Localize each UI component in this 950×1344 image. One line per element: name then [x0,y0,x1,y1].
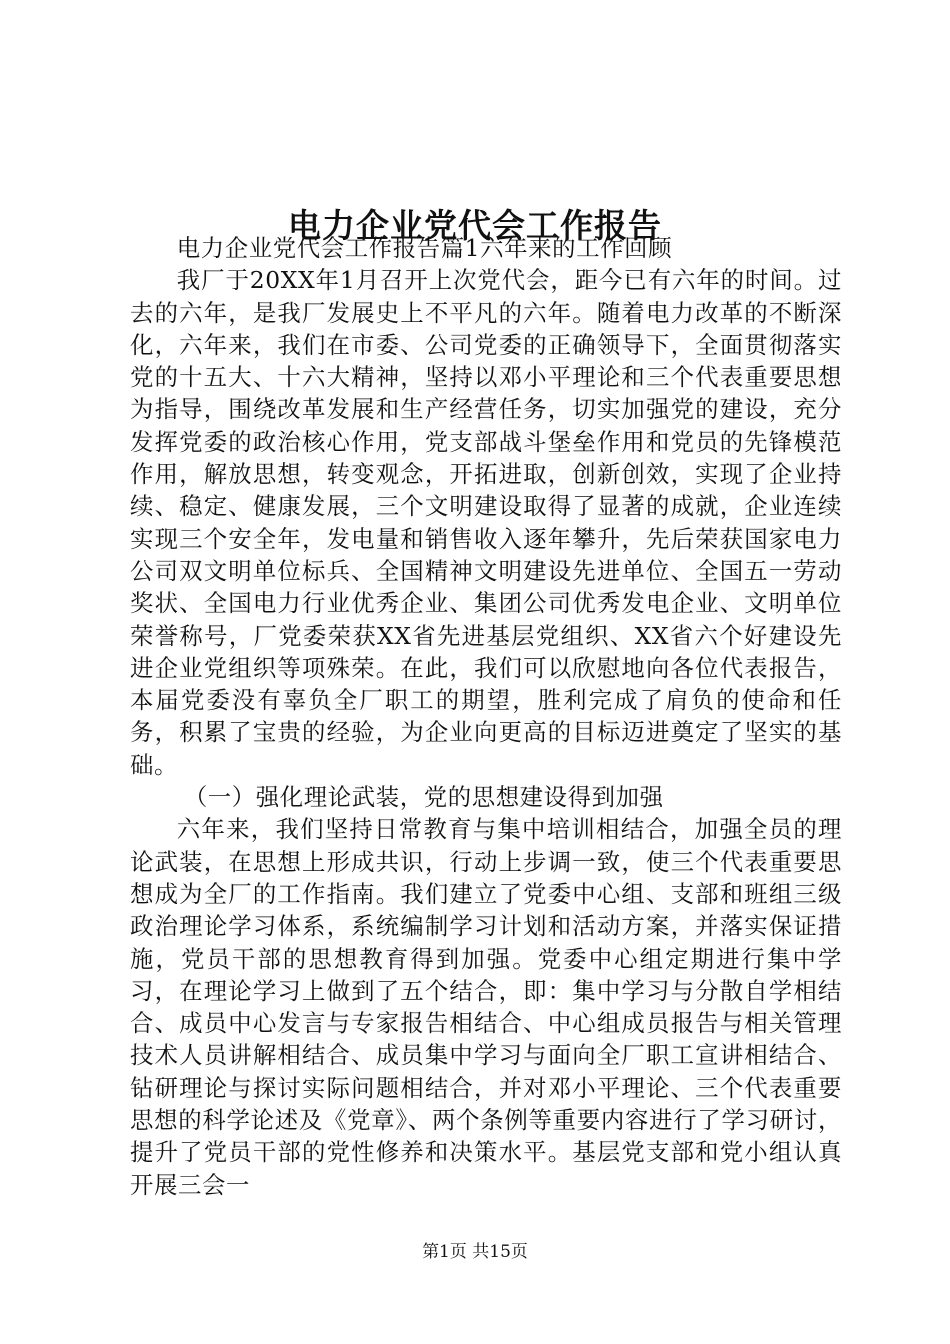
page-footer: 第1页 共15页 [422,1242,528,1262]
intro-line: 电力企业党代会工作报告篇1六年来的工作回顾 [176,234,673,262]
paragraph-theory: 六年来，我们坚持日常教育与集中培训相结合，加强全员的理论武装，在思想上形成共识，行动上步调一致，使三个代表重要思想成为全厂的工作指南。我们建立了党委中心组、支部和班组三级政治理论学习体系，系统编制学习计划和活动方案，并落实保证措施，党员干部的思想教育得到加强。党委中心组定期进行集中学习，在理论学习上做到了五个结合，即：集中学习与分散自学相结合、成员中心发言与专家报告相结合、中心组成员报告与相关管理技术人员讲解相结合、成员集中学习与面向全厂职工宣讲相结合、钻研理论与探讨实际问题相结合，并对邓小平理论、三个代表重要思想的科学论述及《党章》、两个条例等重要内容进行了学习研讨，提升了党员干部的党性修养和决策水平。基层党支部和党小组认真开展三会一 [130,815,842,1199]
section-heading: （一）强化理论武装，党的思想建设得到加强 [183,783,664,812]
document-body [130,232,842,1201]
paragraph-review: 我厂于20XX年1月召开上次党代会，距今已有六年的时间。过去的六年，是我厂发展史上不平凡的六年。随着电力改革的不断深化，六年来，我们在市委、公司党委的正确领导下，全面贯彻落实党的十五大、十六大精神，坚持以邓小平理论和三个代表重要思想为指导，围绕改革发展和生产经营任务，切实加强党的建设，充分发挥党委的政治核心作用，党支部战斗堡垒作用和党员的先锋模范作用，解放思想，转变观念，开拓进取，创新创效，实现了企业持续、稳定、健康发展，三个文明建设取得了显著的成就，企业连续实现三个安全年，发电量和销售收入逐年攀升，先后荣获国家电力公司双文明单位标兵、全国精神文明建设先进单位、全国五一劳动奖状、全国电力行业优秀企业、集团公司优秀发电企业、文明单位荣誉称号，厂党委荣获XX省先进基层党组织、XX省六个好建设先进企业党组织等项殊荣。在此，我们可以欣慰地向各位代表报告，本届党委没有辜负全厂职工的期望，胜利完成了肩负的使命和任务，积累了宝贵的经验，为企业向更高的目标迈进奠定了坚实的基础。 [130,266,842,779]
document-title: 电力企业党代会工作报告 [288,206,662,246]
